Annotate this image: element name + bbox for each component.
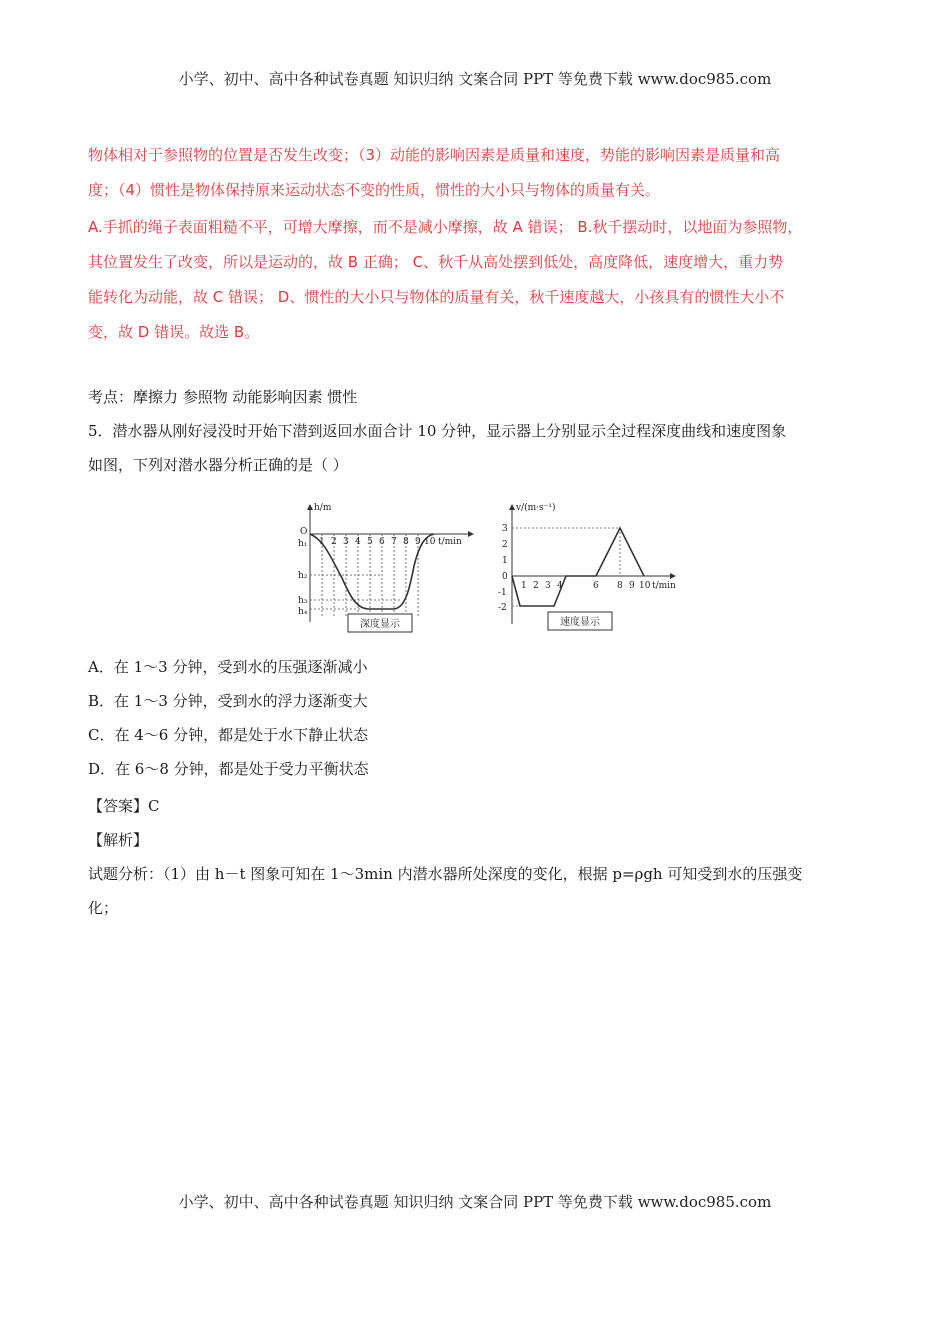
speed-x-arrow <box>670 573 676 579</box>
analysis-line: 试题分析：（1）由 h－t 图象可知在 1～3min 内潜水器所处深度的变化，根据 p=ρgh 可知受到水的压强变 <box>88 865 803 883</box>
speed-y-tick: 1 <box>502 556 508 566</box>
speed-x-tick: 10 <box>639 581 651 591</box>
red-line: A.手抓的绳子表面粗糙不平，可增大摩擦，而不是减小摩擦，故 A 错误； B.秋千摆动时，以地面为参照物， <box>88 218 803 236</box>
depth-caption: 深度显示 <box>360 619 400 630</box>
options-list <box>88 650 878 786</box>
speed-x-tick: 3 <box>545 581 551 591</box>
analysis-title: 【解析】 <box>88 831 149 849</box>
depth-x-tick: 3 <box>343 537 349 547</box>
depth-y-tick-h4: h₄ <box>298 607 308 617</box>
depth-ylabel: h/m <box>314 503 332 513</box>
red-line: 变，故 D 错误。故选 B。 <box>88 323 260 341</box>
depth-chart <box>307 504 474 632</box>
depth-x-tick: 10 <box>424 537 436 547</box>
depth-x-tick: 9 <box>415 537 421 547</box>
speed-line <box>512 528 644 606</box>
option-b: B．在 1～3 分钟，受到水的浮力逐渐变大 <box>88 692 368 710</box>
speed-x-tick: 2 <box>533 581 539 591</box>
depth-labels <box>298 503 462 630</box>
speed-y-tick: 2 <box>502 540 508 550</box>
question-line: 如图，下列对潜水器分析正确的是（ ） <box>88 456 348 474</box>
depth-x-tick: 5 <box>367 537 373 547</box>
page-footer: 小学、初中、高中各种试卷真题 知识归纳 文案合同 PPT 等免费下载 www.doc985.com <box>178 1193 772 1211</box>
depth-y-tick-h1: h₁ <box>298 539 308 549</box>
analysis-block <box>88 857 878 925</box>
red-line: 物体相对于参照物的位置是否发生改变；（3）动能的影响因素是质量和速度，势能的影响因素是质量和高 <box>88 146 781 164</box>
question-figures <box>290 496 710 640</box>
speed-x-tick: 4 <box>557 581 563 591</box>
depth-x-tick: 2 <box>331 537 337 547</box>
depth-x-tick: 6 <box>379 537 385 547</box>
option-c: C．在 4～6 分钟，都是处于水下静止状态 <box>88 726 369 744</box>
depth-x-tick: 4 <box>355 537 361 547</box>
figures-svg <box>290 496 710 636</box>
page-header: 小学、初中、高中各种试卷真题 知识归纳 文案合同 PPT 等免费下载 www.doc985.com <box>178 70 772 88</box>
kaodian-text: 考点：摩擦力 参照物 动能影响因素 惯性 <box>88 388 358 406</box>
speed-xlabel: t/min <box>652 581 676 591</box>
depth-x-tick: 7 <box>391 537 397 547</box>
speed-grid <box>512 528 620 606</box>
speed-y-tick: 0 <box>502 572 508 582</box>
depth-xlabel: t/min <box>438 537 462 547</box>
answer-text: 【答案】C <box>88 797 160 815</box>
depth-y-tick-O: O <box>300 527 308 537</box>
red-line: 度；（4）惯性是物体保持原来运动状态不变的性质，惯性的大小只与物体的质量有关。 <box>88 181 661 199</box>
speed-x-tick: 8 <box>617 581 623 591</box>
option-a: A．在 1～3 分钟，受到水的压强逐渐减小 <box>88 658 368 676</box>
kaodian-line <box>88 380 878 414</box>
answer-block <box>88 789 878 857</box>
red-line: 能转化为动能，故 C 错误； D、惯性的大小只与物体的质量有关，秋千速度越大，小孩具有的惯性大小不 <box>88 288 785 306</box>
red-explanation-block-2 <box>88 210 868 350</box>
option-d: D．在 6～8 分钟，都是处于受力平衡状态 <box>88 760 369 778</box>
depth-y-arrow <box>307 504 313 510</box>
speed-y-tick: -1 <box>498 588 507 598</box>
speed-x-tick: 9 <box>629 581 635 591</box>
speed-y-tick: -2 <box>498 603 507 613</box>
question-line: 5．潜水器从刚好浸没时开始下潜到返回水面合计 10 分钟，显示器上分别显示全过程深度曲线和速度图象 <box>88 422 787 440</box>
speed-chart <box>509 504 676 630</box>
depth-y-tick-h2: h₂ <box>298 571 308 581</box>
depth-y-tick-h3: h₃ <box>298 596 308 606</box>
depth-x-tick: 1 <box>319 537 325 547</box>
speed-y-tick: 3 <box>502 524 508 534</box>
speed-x-tick: 1 <box>521 581 527 591</box>
speed-caption: 速度显示 <box>560 617 600 628</box>
speed-y-arrow <box>509 504 515 510</box>
speed-x-tick: 6 <box>593 581 599 591</box>
speed-labels <box>498 502 676 628</box>
question-5 <box>88 414 878 482</box>
red-explanation-block-1 <box>88 138 868 208</box>
red-line: 其位置发生了改变，所以是运动的，故 B 正确； C、秋千从高处摆到低处，高度降低，速度增大，重力势 <box>88 253 784 271</box>
analysis-line: 化； <box>88 899 119 917</box>
depth-x-tick: 8 <box>403 537 409 547</box>
depth-x-arrow <box>468 531 474 537</box>
speed-ylabel: v/(m·s⁻¹) <box>516 503 556 513</box>
